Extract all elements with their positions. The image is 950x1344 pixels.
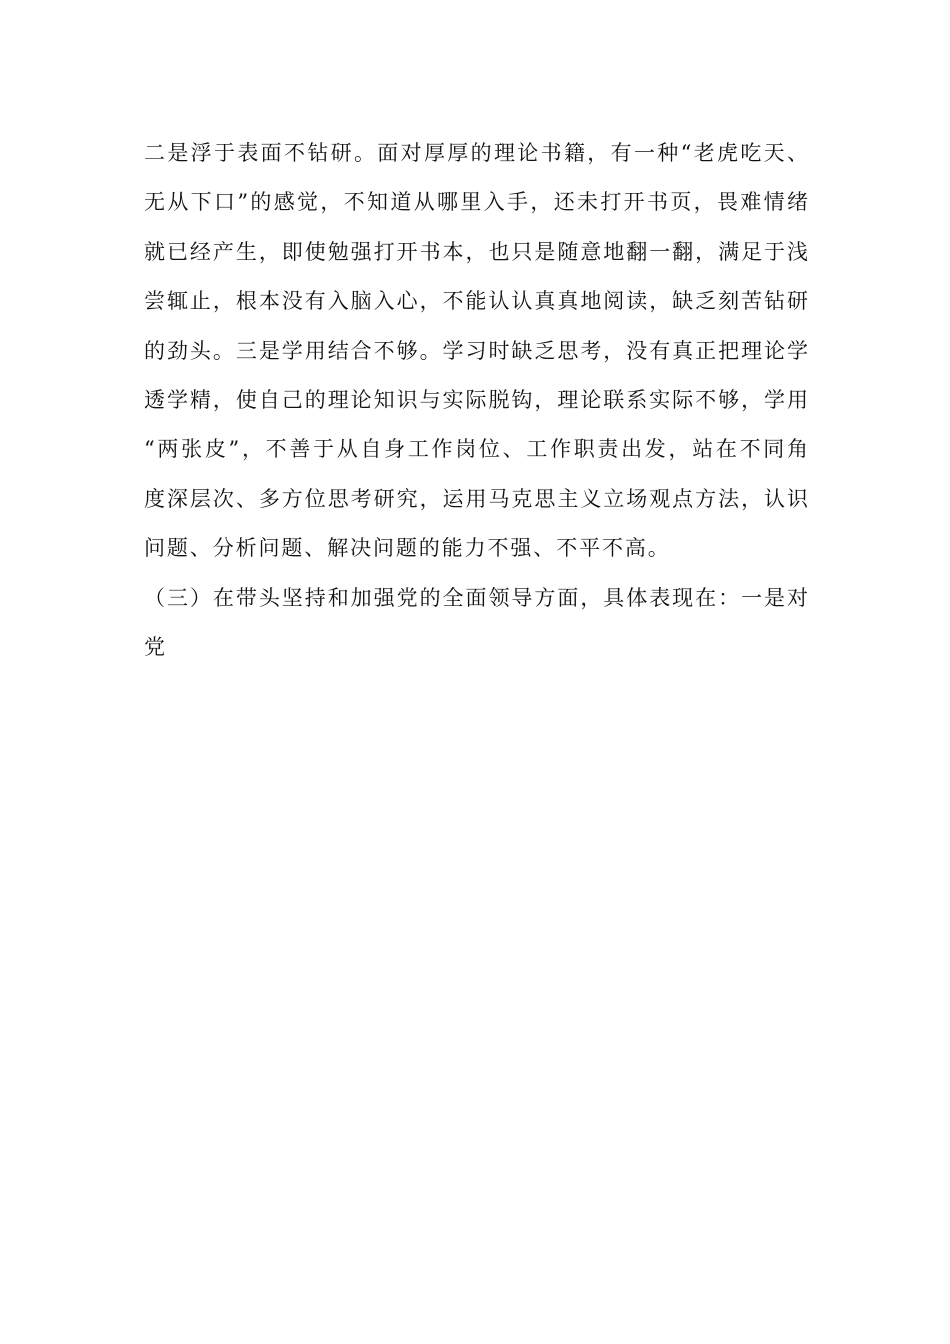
section-heading-line: （三）在带头坚持和加强党的全面领导方面，具体表现在：一是对 (144, 585, 808, 610)
text-line: 二是浮于表面不钻研。面对厚厚的理论书籍，有一种“老虎吃天、 (144, 141, 808, 165)
paragraph-study-problems (144, 129, 808, 574)
text-line: 无从下口”的感觉，不知道从哪里入手，还未打开书页，畏难情绪 (144, 190, 808, 215)
text-line: 透学精，使自己的理论知识与实际脱钩，理论联系实际不够，学用 (144, 387, 808, 412)
text-line: “两张皮”，不善于从自身工作岗位、工作职责出发，站在不同角 (144, 437, 808, 462)
text-line: 问题、分析问题、解决问题的能力不强、不平不高。 (144, 536, 671, 561)
text-line: 度深层次、多方位思考研究，运用马克思主义立场观点方法，认识 (144, 486, 808, 511)
paragraph-party-leadership (144, 574, 808, 673)
text-line: 的劲头。三是学用结合不够。学习时缺乏思考，没有真正把理论学 (144, 338, 808, 363)
document-body (144, 129, 808, 672)
text-line: 党 (144, 634, 167, 659)
text-line: 尝辄止，根本没有入脑入心，不能认认真真地阅读，缺乏刻苦钻研 (144, 289, 808, 314)
text-line: 就已经产生，即使勉强打开书本，也只是随意地翻一翻，满足于浅 (144, 239, 808, 264)
